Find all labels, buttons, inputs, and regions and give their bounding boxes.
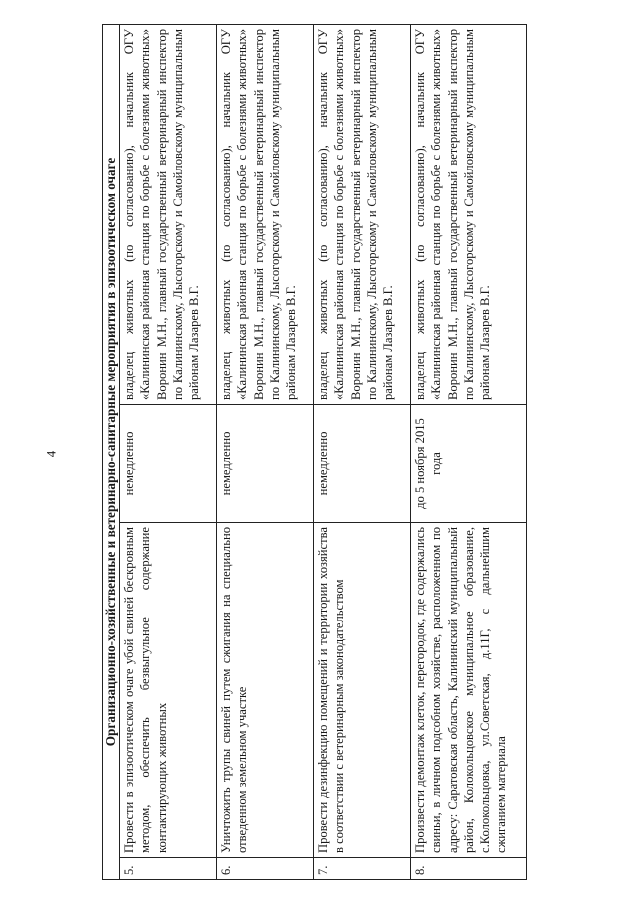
row-responsible: владелец животных (по согласованию), начальник ОГУ «Калининская районная станция по борьбе с болезнями животных» Воронин М.Н., главный государственный ветеринарный инспектор по Калининскому, Лысогорскому и Самойловскому муниципальным районам Лазарев В.Г. xyxy=(314,25,411,405)
section-header-row xyxy=(103,25,120,880)
row-number: 6. xyxy=(217,858,314,880)
table-row xyxy=(217,25,314,880)
row-deadline: немедленно xyxy=(314,405,411,523)
row-deadline: немедленно xyxy=(217,405,314,523)
table-row xyxy=(314,25,411,880)
row-number: 5. xyxy=(120,858,217,880)
row-action: Провести дезинфекцию помещений и территории хозяйства в соответствии с ветеринарным законодательством xyxy=(314,523,411,858)
row-deadline: до 5 ноября 2015 года xyxy=(411,405,527,523)
table-row xyxy=(120,25,217,880)
measures-table xyxy=(102,24,527,880)
row-action: Уничтожить трупы свиней путем сжигания на специально отведенном земельном участке xyxy=(217,523,314,858)
section-title: Организационно-хозяйственные и ветеринарно-санитарные мероприятия в эпизоотическом очаге xyxy=(103,25,120,880)
rotated-table-container xyxy=(102,25,527,880)
table-row xyxy=(411,25,527,880)
row-number: 8. xyxy=(411,858,527,880)
row-action: Провести в эпизоотическом очаге убой свиней бескровным методом, обеспечить безвыгульное содержание контактирующих животных xyxy=(120,523,217,858)
row-action: Произвести демонтаж клеток, перегородок, где содержались свиньи, в личном подсобном хозяйстве, расположенном по адресу: Саратовская область, Калининский муниципальный район, Колокольцовское муниципальное образование, с.Колокольцовка, ул.Советская, д.11Г, с дальнейшим сжиганием материала xyxy=(411,523,527,858)
row-deadline: немедленно xyxy=(120,405,217,523)
row-responsible: владелец животных (по согласованию), начальник ОГУ «Калининская районная станция по борьбе с болезнями животных» Воронин М.Н., главный государственный ветеринарный инспектор по Калининскому, Лысогорскому и Самойловскому муниципальным районам Лазарев В.Г. xyxy=(411,25,527,405)
page-number: 4 xyxy=(43,450,59,458)
row-responsible: владелец животных (по согласованию), начальник ОГУ «Калининская районная станция по борьбе с болезнями животных» Воронин М.Н., главный государственный ветеринарный инспектор по Калининскому, Лысогорскому и Самойловскому муниципальным районам Лазарев В.Г. xyxy=(217,25,314,405)
row-responsible: владелец животных (по согласованию), начальник ОГУ «Калининская районная станция по борьбе с болезнями животных» Воронин М.Н., главный государственный ветеринарный инспектор по Калининскому, Лысогорскому и Самойловскому муниципальным районам Лазарев В.Г. xyxy=(120,25,217,405)
row-number: 7. xyxy=(314,858,411,880)
